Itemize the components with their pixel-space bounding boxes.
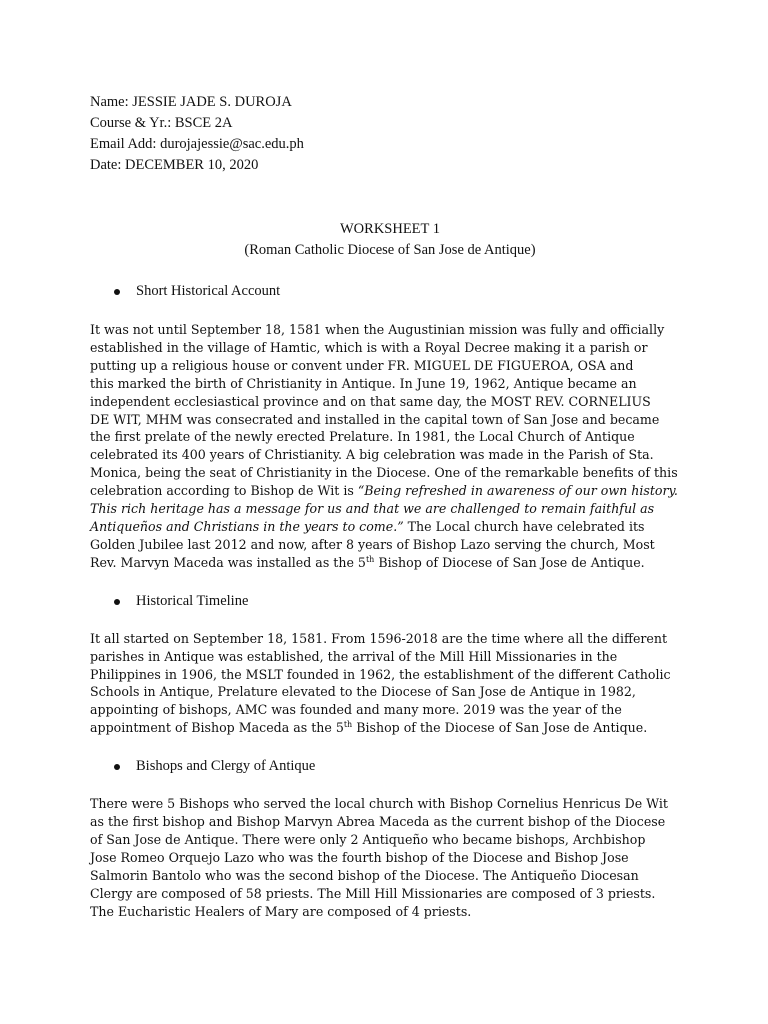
paragraph-bishops: [90, 795, 690, 920]
email-line: Email Add: durojajessie@sac.edu.ph: [90, 136, 304, 152]
bullet-icon: [114, 599, 120, 605]
paragraph-history: [90, 321, 690, 572]
text-line: [90, 482, 690, 500]
text-line: Schools in Antique, Prelature elevated to the Diocese of San Jose de Antique in 1982,: [90, 684, 636, 700]
text-line: celebrated its 400 years of Christianity. A big celebration was made in the Parish of Sta.: [90, 447, 654, 463]
text-run: Bishop of Diocese of San Jose de Antique.: [374, 554, 645, 570]
text-line: this marked the birth of Christianity in Antique. In June 19, 1962, Antique became an: [90, 375, 637, 391]
section-heading-label: Short Historical Account: [136, 283, 281, 299]
name-line: Name: JESSIE JADE S. DUROJA: [90, 94, 292, 110]
text-line: of San Jose de Antique. There were only 2 Antiqueño who became bishops, Archbishop: [90, 831, 646, 847]
text-run: Rev. Marvyn Maceda was installed as the 5: [90, 554, 366, 570]
text-run: celebration according to Bishop de Wit is: [90, 483, 358, 499]
section-heading-history: [90, 281, 690, 302]
text-line: established in the village of Hamtic, which is with a Royal Decree making it a parish or: [90, 339, 648, 355]
student-info: [90, 92, 690, 176]
text-line: It all started on September 18, 1581. From 1596-2018 are the time where all the different: [90, 630, 668, 646]
worksheet-title-block: [90, 219, 690, 261]
course-line: Course & Yr.: BSCE 2A: [90, 115, 233, 131]
text-line: There were 5 Bishops who served the local church with Bishop Cornelius Henricus De Wit: [90, 796, 668, 812]
ordinal-suffix: th: [365, 554, 375, 564]
text-line: The Eucharistic Healers of Mary are composed of 4 priests.: [90, 903, 472, 919]
document-page: [90, 92, 690, 920]
text-line: putting up a religious house or convent under FR. MIGUEL DE FIGUEROA, OSA and: [90, 357, 634, 373]
bullet-icon: [114, 289, 120, 295]
text-line: Clergy are composed of 58 priests. The Mill Hill Missionaries are composed of 3 priests.: [90, 885, 656, 901]
text-line: It was not until September 18, 1581 when the Augustinian mission was fully and officially: [90, 322, 665, 337]
quote-text: This rich heritage has a message for us and that we are challenged to remain faithful as: [90, 501, 655, 517]
text-line: as the first bishop and Bishop Marvyn Abrea Maceda as the current bishop of the Diocese: [90, 814, 666, 830]
text-line: appointing of bishops, AMC was founded and many more. 2019 was the year of the: [90, 702, 622, 718]
date-line: Date: DECEMBER 10, 2020: [90, 157, 259, 173]
section-heading-timeline: [90, 591, 690, 612]
text-line: parishes in Antique was established, the arrival of the Mill Hill Missionaries in the: [90, 648, 618, 664]
text-run: Bishop of the Diocese of San Jose de Antique.: [352, 720, 648, 736]
paragraph-timeline: [90, 630, 690, 737]
section-heading-label: Bishops and Clergy of Antique: [136, 758, 316, 775]
text-run: The Local church have celebrated its: [403, 518, 645, 534]
text-line: DE WIT, MHM was consecrated and installed in the capital town of San Jose and became: [90, 411, 660, 427]
quote-text: “Being refreshed in awareness of our own history.: [357, 483, 678, 499]
text-line: Jose Romeo Orquejo Lazo who was the fourth bishop of the Diocese and Bishop Jose: [90, 849, 629, 865]
text-line: [90, 719, 690, 737]
text-line: Monica, being the seat of Christianity in the Diocese. One of the remarkable benefits of this: [90, 465, 678, 481]
text-line: [90, 518, 690, 536]
text-line: Salmorin Bantolo who was the second bishop of the Diocese. The Antiqueño Diocesan: [90, 867, 639, 883]
worksheet-title: WORKSHEET 1: [339, 221, 441, 237]
text-line: [90, 554, 690, 572]
text-line: Philippines in 1906, the MSLT founded in 1962, the establishment of the different Catholic: [90, 666, 671, 682]
section-heading-label: Historical Timeline: [136, 592, 249, 609]
section-heading-bishops: [90, 756, 690, 777]
text-run: appointment of Bishop Maceda as the 5: [90, 720, 344, 736]
ordinal-suffix: th: [343, 720, 353, 730]
quote-text: Antiqueños and Christians in the years to come.”: [90, 518, 404, 534]
text-line: the first prelate of the newly erected Prelature. In 1981, the Local Church of Antique: [90, 429, 635, 445]
worksheet-subtitle: (Roman Catholic Diocese of San Jose de Antique): [244, 242, 536, 258]
text-line: [90, 500, 690, 518]
text-line: independent ecclesiastical province and on that same day, the MOST REV. CORNELIUS: [90, 393, 651, 409]
text-line: Golden Jubilee last 2012 and now, after 8 years of Bishop Lazo serving the church, Most: [90, 536, 655, 552]
